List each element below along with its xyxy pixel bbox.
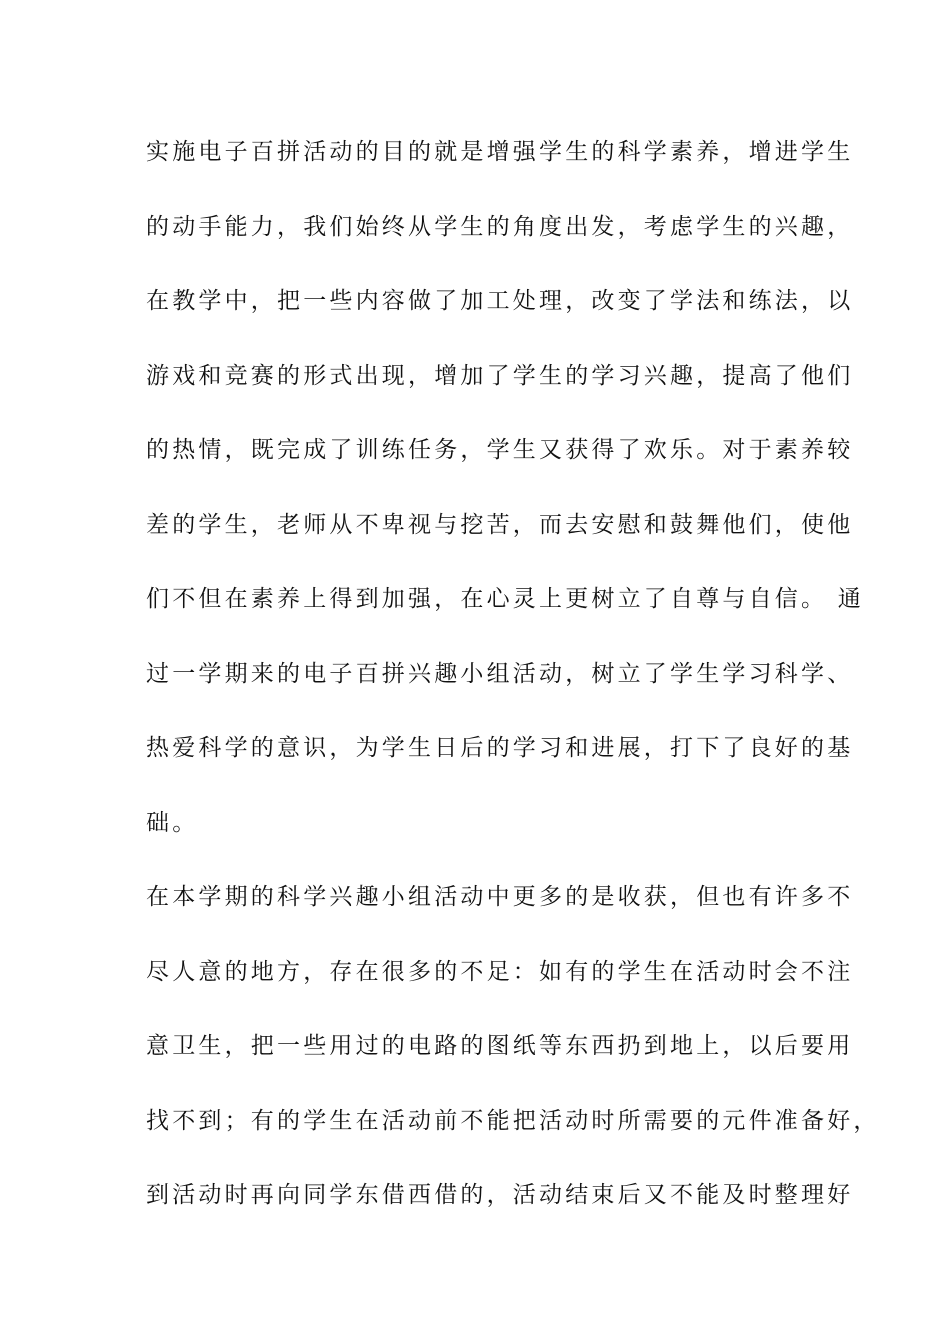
text-line: 尽人意的地方，存在很多的不足：如有的学生在活动时会不注 xyxy=(146,959,854,985)
text-line: 差的学生，老师从不卑视与挖苦，而去安慰和鼓舞他们，使他 xyxy=(146,512,854,538)
text-line: 意卫生，把一些用过的电路的图纸等东西扔到地上，以后要用 xyxy=(146,1033,854,1059)
text-line: 热爱科学的意识，为学生日后的学习和进展，打下了良好的基 xyxy=(146,735,854,761)
text-line: 的热情，既完成了训练任务，学生又获得了欢乐。对于素养较 xyxy=(146,437,854,463)
text-line: 找不到；有的学生在活动前不能把活动时所需要的元件准备好， xyxy=(146,1108,880,1134)
text-line: 础。 xyxy=(146,810,199,836)
text-line: 在教学中，把一些内容做了加工处理，改变了学法和练法，以 xyxy=(146,288,854,314)
text-line: 的动手能力，我们始终从学生的角度出发，考虑学生的兴趣， xyxy=(146,214,854,240)
text-line: 游戏和竞赛的形式出现，增加了学生的学习兴趣，提高了他们 xyxy=(146,363,854,389)
text-line: 到活动时再向同学东借西借的，活动结束后又不能及时整理好 xyxy=(146,1182,854,1208)
text-line: 过一学期来的电子百拼兴趣小组活动，树立了学生学习科学、 xyxy=(146,661,854,687)
text-line: 实施电子百拼活动的目的就是增强学生的科学素养，增进学生 xyxy=(146,139,854,165)
text-line: 在本学期的科学兴趣小组活动中更多的是收获，但也有许多不 xyxy=(146,884,854,910)
text-line: 们不但在素养上得到加强，在心灵上更树立了自尊与自信。 通 xyxy=(146,586,864,612)
